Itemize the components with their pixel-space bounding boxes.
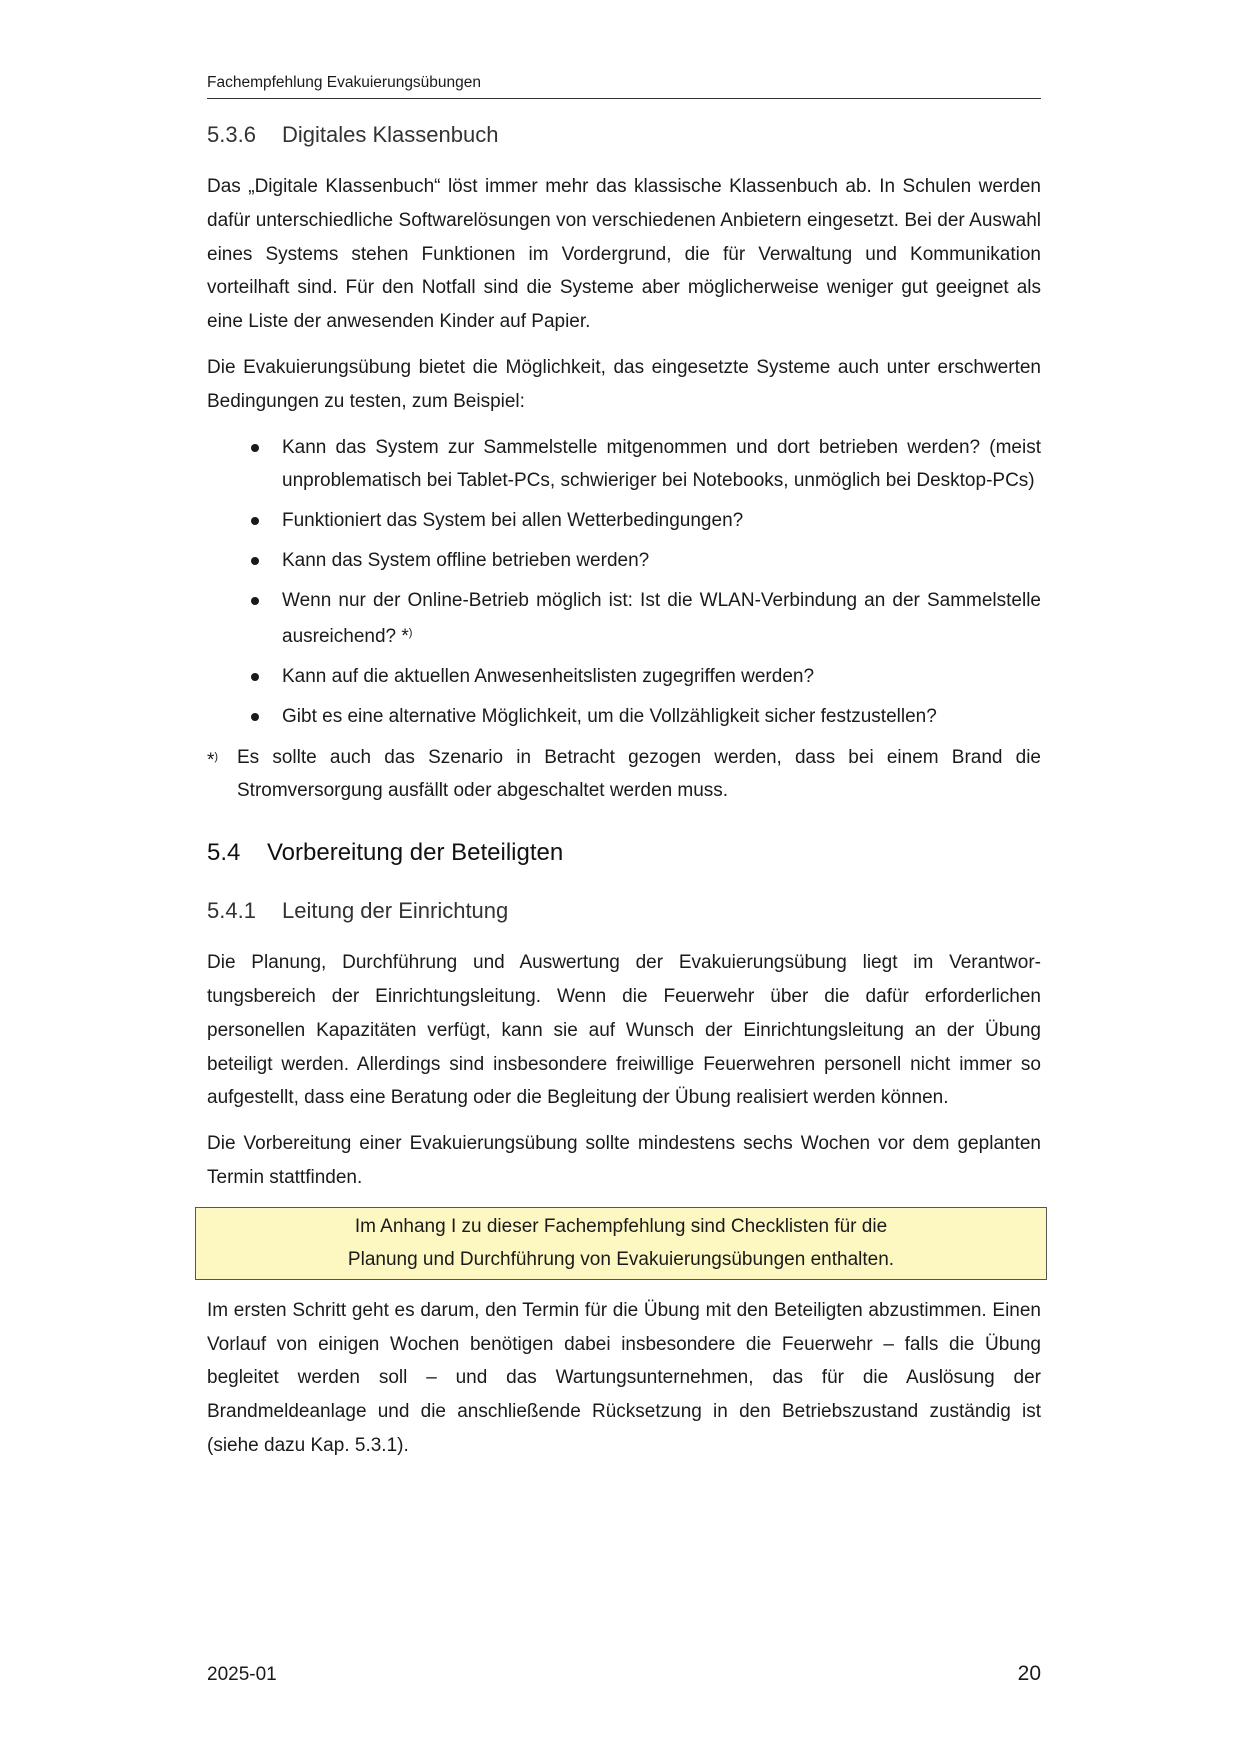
paragraph: Die Vorbereitung einer Evakuierungsübung sollte mindestens sechs Wochen vor dem geplanten Termin stattfinden. — [207, 1133, 1041, 1188]
paragraph: Die Planung, Durchführung und Auswertung der Evakuierungsübung liegt im Verantwortungsbereich der Einrichtungsleitung. Wenn die Feuerwehr über die dafür erforderlichen personellen Kapazitäten verfügt, kann sie auf Wunsch der Einrichtungsleitung an der Übung beteiligt werden. Allerdings sind insbesondere freiwillige Feuerwehren personell nicht immer so aufgestellt, dass eine Beratung oder die Begleitung der Übung realisiert werden können. — [207, 952, 1041, 1109]
paragraph: Das „Digitale Klassenbuch“ löst immer mehr das klassische Klassenbuch ab. In Schulen werden dafür unterschiedliche Softwarelösungen von verschiedenen Anbietern eingesetzt. Bei der Auswahl eines Systems stehen Funktionen im Vordergrund, die für Verwaltung und Kommunikation vorteilhaft sind. Für den Notfall sind die Systeme aber möglicherweise weniger gut geeignet als eine Liste der anwesenden Kinder auf Papier. — [207, 176, 1041, 333]
list-item — [207, 584, 1041, 653]
list-item-text: Kann das System offline betrieben werden? — [282, 549, 650, 571]
heading-number: 5.4 — [207, 839, 241, 867]
bullet-icon — [251, 444, 259, 452]
callout-line: Planung und Durchführung von Evakuierungsübungen enthalten. — [347, 1249, 895, 1271]
bullet-icon — [251, 517, 259, 525]
list-item-text: Kann das System zur Sammelstelle mitgenommen und dort betrieben werden? (meist unproblematisch bei Tablet-PCs, schwieriger bei Notebooks, unmöglich bei Desktop-PCs) — [282, 436, 1041, 491]
heading-5-3-6 — [207, 120, 1041, 150]
paragraph: Im ersten Schritt geht es darum, den Termin für die Übung mit den Beteiligten abzustimmen. Einen Vorlauf von einigen Wochen benötigen dabei insbesondere die Feuerwehr – falls die Übung begleitet werden soll – und das Wartungsunternehmen, das für die Auslösung der Brandmeldeanlage und die anschließende Rücksetzung in den Betriebszustand zuständig ist (siehe dazu Kap. 5.3.1). — [207, 1299, 1041, 1456]
callout-line: Im Anhang I zu dieser Fachempfehlung sind Checklisten für die — [354, 1215, 888, 1237]
footnote-asterisk: * — [207, 749, 215, 771]
heading-5-4-1 — [207, 896, 1041, 926]
heading-title: Digitales Klassenbuch — [282, 122, 499, 147]
list-item — [207, 431, 1041, 497]
list-item-text: Gibt es eine alternative Möglichkeit, um die Vollzähligkeit sicher festzustellen? — [282, 705, 937, 727]
footnote-ref-sup: ) — [408, 626, 413, 639]
footnote-text: Es sollte auch das Szenario in Betracht gezogen werden, dass bei einem Brand die Stromversorgung ausfällt oder abgeschaltet werden muss. — [237, 746, 1041, 802]
paragraph: Die Evakuierungsübung bietet die Möglichkeit, das eingesetzte Systeme auch unter erschwerten Bedingungen zu testen, zum Beispiel: — [207, 356, 1041, 412]
bullet-icon — [251, 713, 259, 721]
list-item — [207, 504, 1041, 537]
header-title: Fachempfehlung Evakuierungsübungen — [207, 74, 482, 91]
page-number: 20 — [1017, 1662, 1041, 1685]
footnote-mark — [207, 741, 218, 778]
footer-date: 2025-01 — [207, 1664, 277, 1685]
running-header — [207, 74, 1041, 99]
list-item — [207, 700, 1041, 733]
footnote-mark-sup: ) — [214, 750, 219, 763]
list-item-text: Funktioniert das System bei allen Wetterbedingungen? — [282, 509, 744, 531]
list-item-text: Kann auf die aktuellen Anwesenheitslisten zugegriffen werden? — [282, 665, 815, 687]
heading-5-4 — [207, 838, 1041, 868]
page-content — [207, 120, 1041, 1475]
info-callout-box — [195, 1207, 1047, 1280]
bullet-icon — [251, 673, 259, 681]
list-item — [207, 544, 1041, 577]
heading-number: 5.3.6 — [207, 122, 256, 147]
heading-title: Vorbereitung der Beteiligten — [267, 839, 564, 867]
bullet-icon — [251, 557, 259, 565]
bullet-list — [207, 431, 1041, 733]
list-item-text: Wenn nur der Online-Betrieb möglich ist: Ist die WLAN-Verbindung an der Sammelstelle ausreichend? * — [282, 589, 1041, 647]
heading-title: Leitung der Einrichtung — [282, 898, 509, 924]
heading-number: 5.4.1 — [207, 898, 256, 924]
footnote — [207, 741, 1041, 809]
bullet-icon — [251, 597, 259, 605]
list-item — [207, 660, 1041, 693]
